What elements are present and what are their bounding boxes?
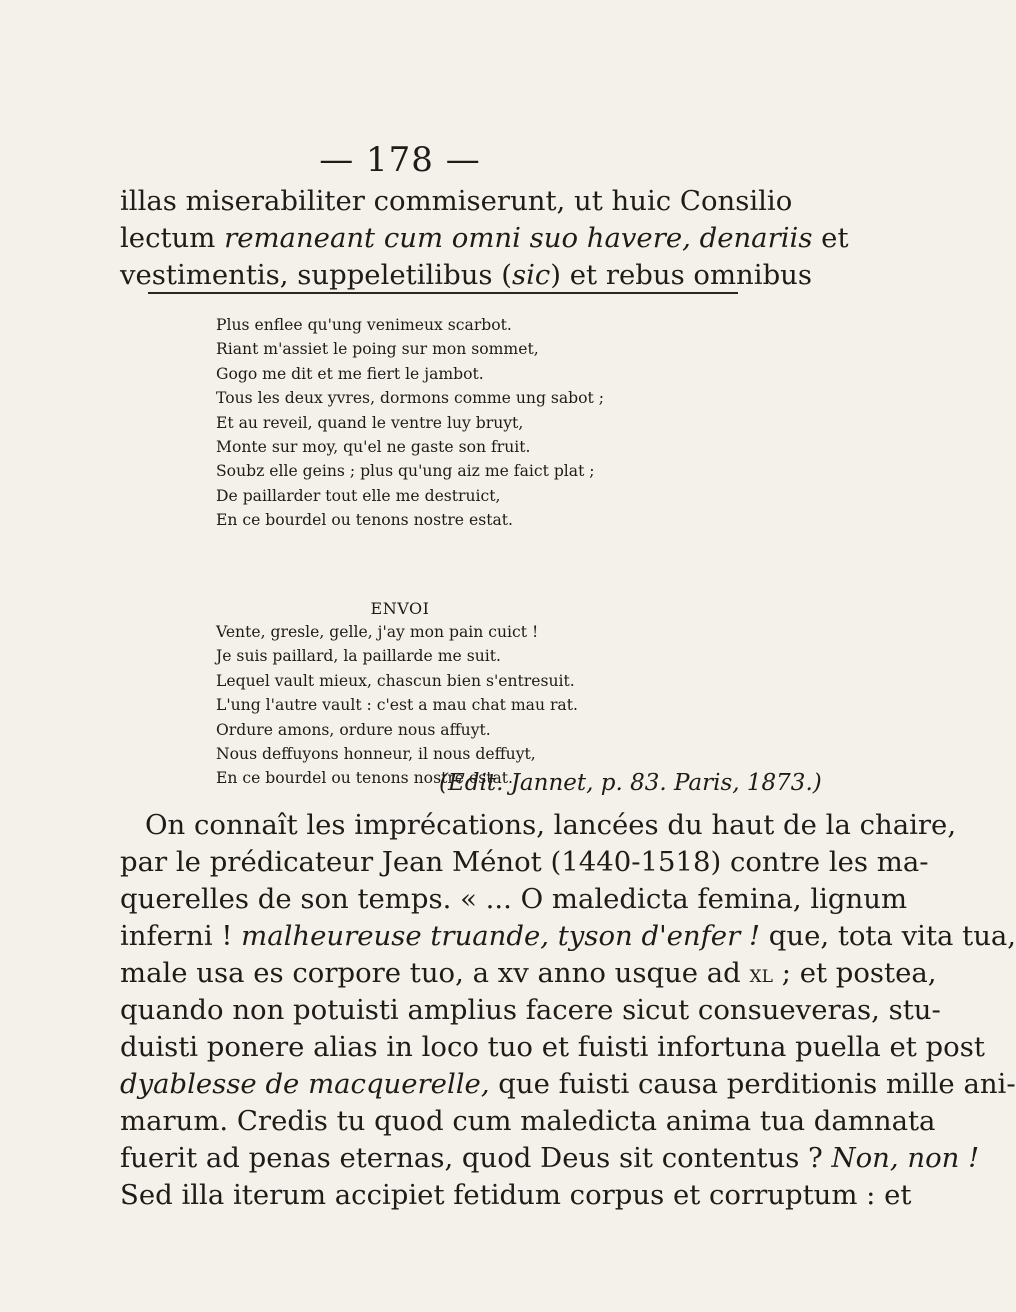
body-line: dyablesse de macquerelle, que fuisti causa perditionis mille ani- (120, 1068, 1016, 1100)
italic-phrase: malheureuse truande, tyson d'enfer ! (241, 920, 761, 952)
poem-line: De paillarder tout elle me destruict, (216, 486, 501, 505)
poem-line: Plus enflee qu'ung venimeux scarbot. (216, 316, 512, 334)
italic-phrase: remaneant cum omni suo havere, denariis (224, 222, 813, 254)
envoi-line: Nous deffuyons honneur, il nous deffuyt, (216, 745, 536, 764)
envoi-line: Ordure amons, ordure nous affuyt. (216, 720, 491, 739)
roman-numeral: xl (749, 959, 773, 988)
body-line: par le prédicateur Jean Ménot (1440-1518) contre les ma- (120, 846, 929, 878)
envoi-line: En ce bourdel ou tenons nostre estat. (216, 769, 513, 788)
body-line: querelles de son temps. « ... O maledicta femina, lignum (120, 883, 908, 915)
section-divider (148, 292, 738, 294)
poem-envoi (216, 620, 776, 791)
body-paragraph (120, 807, 1016, 1214)
body-line: Sed illa iterum accipiet fetidum corpus et corruptum : et (120, 1179, 912, 1211)
poem-line: Soubz elle geins ; plus qu'ung aiz me faict plat ; (216, 462, 595, 481)
poem-line: Monte sur moy, qu'el ne gaste son fruit. (216, 438, 531, 457)
sic-note: sic (511, 259, 551, 291)
envoi-line: Je suis paillard, la paillarde me suit. (216, 647, 501, 666)
body-line: marum. Credis tu quod cum maledicta anima tua damnata (120, 1105, 936, 1137)
envoi-heading: ENVOI (370, 599, 430, 618)
intro-paragraph (120, 183, 849, 294)
body-line: duisti ponere alias in loco tuo et fuisti infortuna puella et post (120, 1031, 985, 1063)
poem-line: En ce bourdel ou tenons nostre estat. (216, 511, 513, 530)
body-line: fuerit ad penas eternas, quod Deus sit contentus ? Non, non ! (120, 1142, 980, 1174)
envoi-line: Vente, gresle, gelle, j'ay mon pain cuict ! (216, 623, 539, 641)
body-line: inferni ! malheureuse truande, tyson d'enfer ! que, tota vita tua, (120, 920, 1016, 952)
body-line: On connaît les imprécations, lancées du haut de la chaire, (145, 809, 957, 841)
envoi-line: L'ung l'autre vault : c'est a mau chat mau rat. (216, 696, 578, 715)
citation-text: (Edit. Jannet, p. 83. Paris, 1873.) (439, 770, 822, 796)
intro-line-3: vestimentis, suppeletilibus (sic) et rebus omnibus (120, 259, 812, 291)
poem-stanza (216, 313, 776, 533)
envoi-line: Lequel vault mieux, chascun bien s'entresuit. (216, 671, 575, 690)
body-line: quando non potuisti amplius facere sicut consueveras, stu- (120, 994, 941, 1026)
body-line: male usa es corpore tuo, a xv anno usque ad xl ; et postea, (120, 957, 937, 989)
intro-line-1: illas miserabiliter commiserunt, ut huic Consilio (120, 185, 793, 217)
italic-phrase: dyablesse de macquerelle, (120, 1068, 490, 1100)
poem-line: Gogo me dit et me fiert le jambot. (216, 364, 484, 383)
italic-phrase: Non, non ! (831, 1142, 980, 1174)
poem-line: Riant m'assiet le poing sur mon sommet, (216, 340, 539, 359)
poem-line: Tous les deux yvres, dormons comme ung sabot ; (216, 389, 605, 408)
page-number: — 178 — (319, 140, 481, 180)
intro-line-2: lectum remaneant cum omni suo havere, denariis et (120, 222, 849, 254)
poem-line: Et au reveil, quand le ventre luy bruyt, (216, 413, 524, 432)
